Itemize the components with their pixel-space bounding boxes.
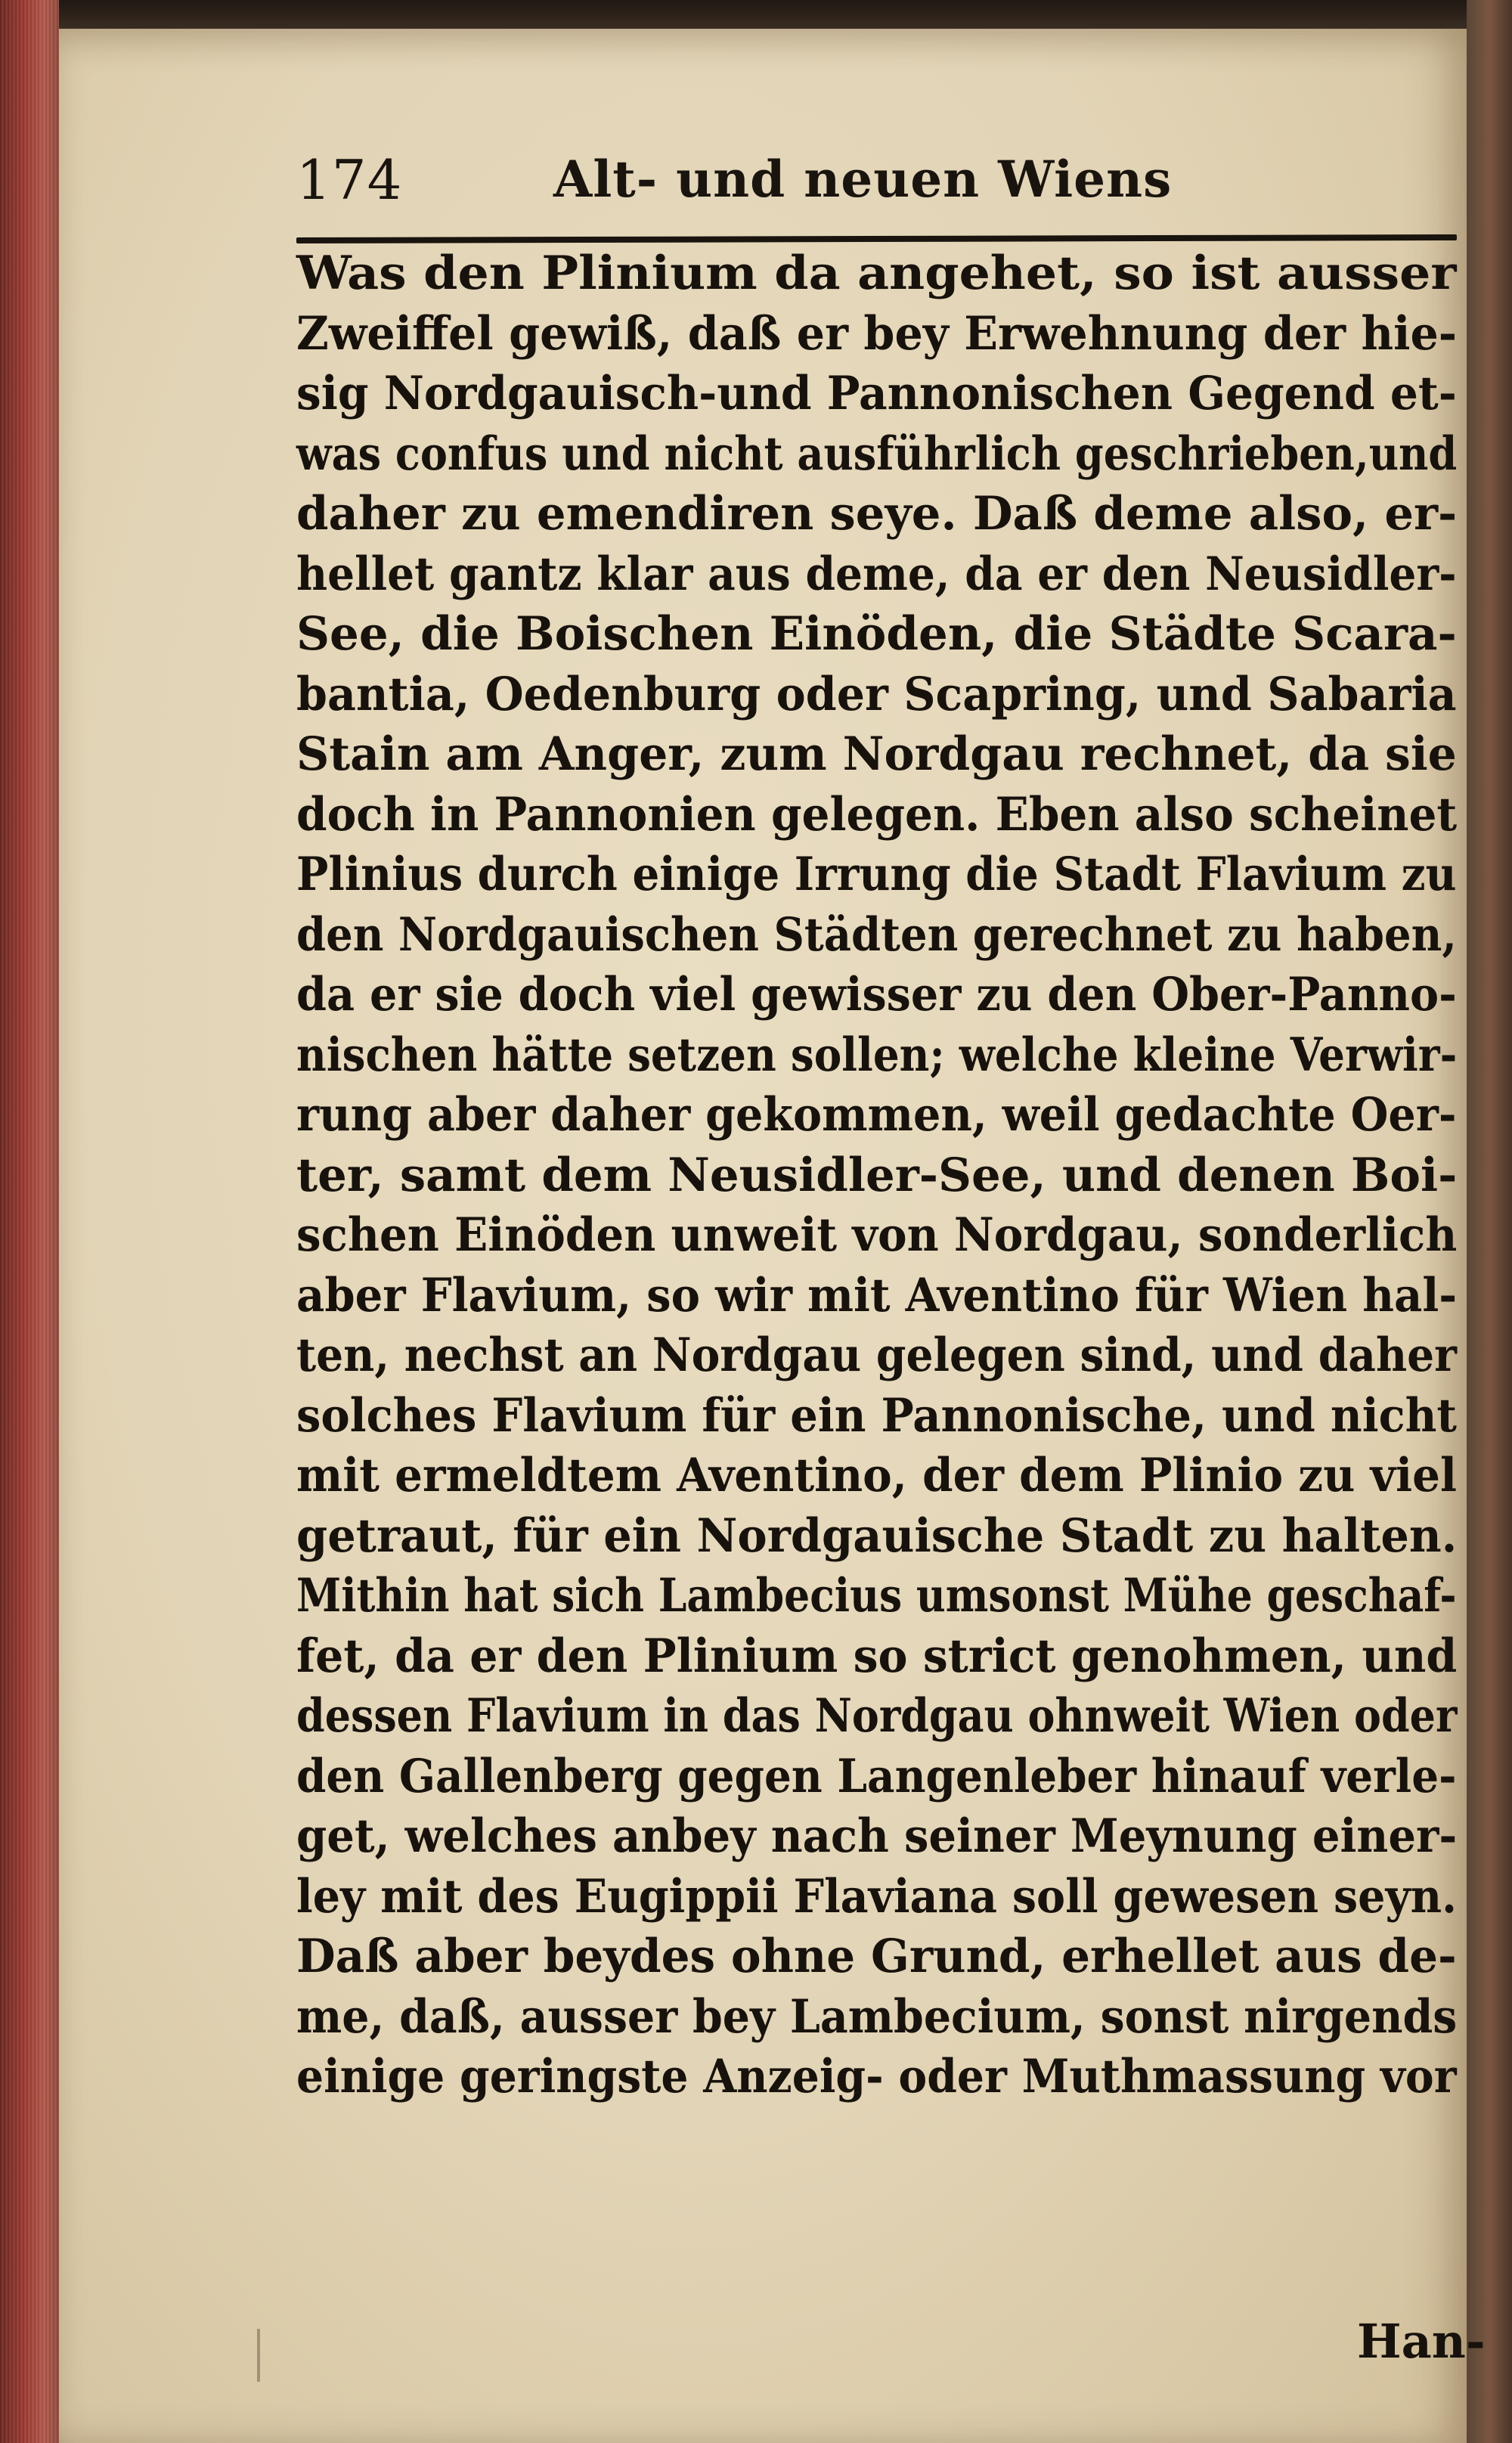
text-line: fet, da er den Plinium so strict genohmen, und [296, 1629, 1458, 1683]
text-line: rung aber daher gekommen, weil gedachte Oer- [296, 1088, 1457, 1142]
text-line: Was den Plinium da angehet, so ist ausser [296, 246, 1457, 300]
text-line: doch in Pannonien gelegen. Eben also scheinet [296, 787, 1458, 842]
text-line: get, welches anbey nach seiner Meynung einer- [296, 1809, 1458, 1863]
text-line: nischen hätte setzen sollen; welche kleine Verwir- [296, 1028, 1458, 1082]
text-line: den Nordgauischen Städten gerechnet zu haben, [296, 907, 1457, 962]
body-text [296, 243, 1457, 2107]
page-header [296, 148, 1453, 231]
text-line: dessen Flavium in das Nordgau ohnweit Wien oder [296, 1689, 1458, 1743]
binding-edge [1467, 0, 1512, 2443]
catchword: Han- [1357, 2314, 1486, 2369]
text-line: ten, nechst an Nordgau gelegen sind, und daher [296, 1328, 1457, 1382]
running-title: Alt- und neuen Wiens [553, 150, 1173, 209]
text-line: aber Flavium, so wir mit Aventino für Wien hal- [296, 1268, 1458, 1322]
text-line: daher zu emendiren seye. Daß deme also, er- [296, 487, 1458, 541]
text-line: Mithin hat sich Lambecius umsonst Mühe geschaf- [296, 1569, 1457, 1623]
text-line: da er sie doch viel gewisser zu den Ober-Panno- [296, 968, 1457, 1022]
text-line: ley mit des Eugippii Flaviana soll gewesen seyn. [296, 1869, 1458, 1924]
text-line: Stain am Anger, zum Nordgau rechnet, da sie [296, 727, 1457, 781]
red-page-edges [0, 0, 59, 2443]
text-line: den Gallenberg gegen Langenleber hinauf verle- [296, 1749, 1457, 1803]
text-line: ter, samt dem Neusidler-See, und denen Boi- [296, 1148, 1458, 1202]
text-line: See, die Boischen Einöden, die Städte Scara- [296, 607, 1457, 661]
text-line: einige geringste Anzeig- oder Muthmassung vor [296, 2050, 1457, 2104]
text-line: was confus und nicht ausführlich geschrieben,und [296, 426, 1458, 481]
top-book-edge [0, 0, 1512, 29]
text-line: schen Einöden unweit von Nordgau, sonderlich [296, 1208, 1458, 1262]
ink-smudge [257, 2329, 260, 2382]
text-line: me, daß, ausser bey Lambecium, sonst nirgends [296, 1989, 1458, 2044]
text-line: Daß aber beydes ohne Grund, erhellet aus de- [296, 1930, 1457, 1983]
text-line: bantia, Oedenburg oder Scapring, und Sabaria [296, 667, 1457, 721]
text-line: solches Flavium für ein Pannonische, und nicht [296, 1388, 1457, 1443]
text-line: sig Nordgauisch-und Pannonischen Gegend et- [296, 367, 1457, 420]
text-line: mit ermeldtem Aventino, der dem Plinio zu viel [296, 1449, 1457, 1502]
text-line: hellet gantz klar aus deme, da er den Neusidler- [296, 547, 1457, 601]
page-number: 174 [296, 148, 403, 212]
text-line: Plinius durch einige Irrung die Stadt Flavium zu [296, 848, 1457, 901]
text-line: Zweiffel gewiß, daß er bey Erwehnung der hie- [296, 306, 1458, 361]
text-line: getraut, für ein Nordgauische Stadt zu halten. [296, 1508, 1458, 1563]
